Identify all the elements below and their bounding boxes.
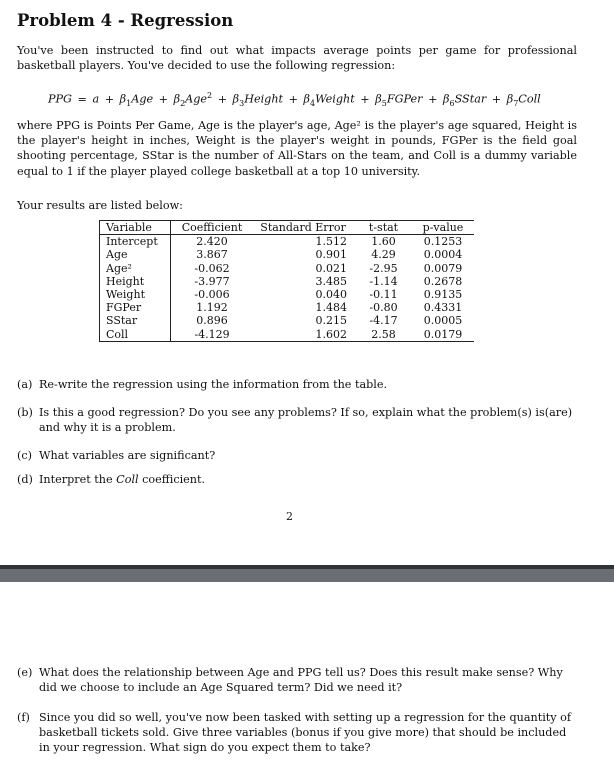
question-label: (c) (17, 449, 32, 462)
eq-term: Height (244, 92, 284, 106)
question-f (17, 710, 577, 756)
table-row (100, 262, 475, 275)
eq-sub: 6 (449, 98, 455, 108)
cell-p-value: 0.0005 (423, 314, 463, 328)
cell-t-stat: 4.29 (371, 248, 396, 262)
cell-variable: Age (100, 248, 171, 261)
cell-p-value: 0.0079 (423, 261, 463, 275)
cell-variable: SStar (100, 314, 171, 327)
cell-standard-error: 3.485 (315, 274, 347, 288)
table-row (100, 288, 475, 301)
regression-results-table (99, 220, 474, 342)
table-row (100, 328, 475, 342)
header-t-stat: t-stat (355, 221, 412, 235)
eq-sup: 2 (207, 91, 213, 100)
eq-term: FGPer (386, 92, 423, 106)
cell-p-value: 0.4331 (423, 301, 463, 315)
cell-coefficient: 2.420 (171, 235, 254, 249)
cell-p-value: 0.1253 (423, 235, 463, 249)
results-intro: Your results are listed below: (17, 199, 183, 212)
question-text: Since you did so well, you've now been tasked with setting up a regression for the quantity of basketball tickets sold. Give three variables (bonus if you give more) that should be included in your regression. What sign do you expect them to take? (39, 711, 572, 755)
question-label: (a) (17, 378, 33, 391)
eq-sub: 1 (126, 98, 132, 108)
eq-term: a (92, 92, 100, 106)
eq-sub: 3 (239, 98, 245, 108)
cell-standard-error: 1.512 (315, 235, 347, 249)
cell-coefficient: -0.006 (171, 288, 254, 301)
eq-sub: 5 (381, 98, 387, 108)
cell-t-stat: -0.80 (369, 301, 398, 315)
cell-standard-error: 0.040 (315, 288, 347, 302)
problem-title: Problem 4 - Regression (17, 11, 234, 30)
question-text: Re-write the regression using the information from the table. (39, 378, 388, 391)
question-b (17, 405, 577, 435)
cell-standard-error: 0.215 (315, 314, 347, 328)
cell-p-value: 0.0004 (423, 248, 463, 262)
eq-term: β (443, 92, 450, 106)
header-standard-error: Standard Error (253, 221, 355, 235)
cell-variable: Coll (100, 328, 171, 342)
cell-t-stat: -2.95 (369, 261, 398, 275)
cell-t-stat: 2.58 (355, 328, 412, 342)
cell-standard-error: 0.021 (315, 261, 347, 275)
question-text (39, 472, 577, 487)
header-coefficient: Coefficient (171, 221, 254, 235)
question-label: (e) (17, 666, 33, 679)
cell-standard-error: 1.602 (253, 328, 355, 342)
cell-variable: Age² (100, 262, 171, 275)
table-row (100, 248, 475, 261)
cell-t-stat: -1.14 (369, 274, 398, 288)
regression-equation: PPG = $a + \beta_1Age + \beta_2Age^2$ + $\beta_3Height$ + $\beta_4Weight$ + $\beta_5FGPer$ + $\beta_6SStar$ + $\beta_7Coll$ (48, 91, 541, 108)
cell-t-stat: -0.11 (369, 288, 398, 302)
page-number: 2 (286, 510, 293, 523)
definitions-paragraph: where PPG is Points Per Game, Age is the player's age, Age² is the player's age squared, Height is the player's height in inches, Weight is the player's weight in pounds, FGPer is the field goal shooting percentage, SStar is the number of All-Stars on the team, and Coll is a dummy variable equal to 1 if the player played college basketball at a top 10 university. (17, 119, 577, 178)
eq-term: β (375, 92, 382, 106)
question-text-part: Interpret the (39, 473, 117, 486)
cell-coefficient: -3.977 (171, 275, 254, 288)
table-row (100, 235, 475, 249)
eq-term: Age (131, 92, 154, 106)
eq-sub: 2 (180, 98, 186, 108)
cell-variable: Intercept (100, 235, 171, 249)
table-header-row (100, 221, 475, 235)
eq-term: Weight (315, 92, 355, 106)
question-label: (f) (17, 711, 30, 724)
cell-variable: Height (100, 275, 171, 288)
table-row (100, 275, 475, 288)
eq-term: Age (185, 92, 208, 106)
page-2 (0, 582, 614, 767)
cell-coefficient: 0.896 (171, 314, 254, 327)
cell-standard-error: 1.484 (315, 301, 347, 315)
cell-p-value: 0.2678 (423, 274, 463, 288)
cell-coefficient: -4.129 (171, 328, 254, 342)
cell-coefficient: -0.062 (171, 262, 254, 275)
eq-sub: 7 (513, 98, 519, 108)
question-c (17, 448, 577, 463)
eq-term: β (303, 92, 310, 106)
cell-t-stat: -4.17 (369, 314, 398, 328)
question-text-italic: Coll (116, 473, 139, 486)
eq-lhs: PPG (48, 92, 72, 106)
eq-term: SStar (454, 92, 487, 106)
eq-term: β (173, 92, 181, 106)
cell-variable: FGPer (100, 301, 171, 314)
cell-p-value: 0.9135 (423, 288, 463, 302)
table-row (100, 314, 475, 327)
question-label: (b) (17, 406, 33, 419)
eq-term: β (506, 92, 514, 106)
intro-paragraph: You've been instructed to find out what impacts average points per game for professional basketball players. You've decided to use the following regression: (17, 44, 577, 73)
question-e (17, 665, 577, 695)
eq-term: Coll (518, 92, 541, 106)
question-text: Is this a good regression? Do you see any problems? If so, explain what the problem(s) is(are) and why it is a problem. (39, 406, 573, 435)
header-variable: Variable (100, 221, 171, 235)
cell-coefficient: 3.867 (171, 248, 254, 261)
page-separator-edge (0, 565, 614, 569)
question-text: What does the relationship between Age and PPG tell us? Does this result make sense? Why did we choose to include an Age Squared term? Did we need it? (39, 666, 563, 695)
question-a (17, 377, 577, 392)
cell-t-stat: 1.60 (371, 235, 396, 249)
table-row (100, 301, 475, 314)
page-separator (0, 565, 614, 582)
question-text-part: coefficient. (138, 473, 206, 486)
cell-coefficient: 1.192 (171, 301, 254, 314)
header-p-value: p-value (412, 221, 474, 235)
eq-sub: 4 (310, 98, 316, 108)
eq-term: β (119, 92, 127, 106)
question-label: (d) (17, 473, 33, 486)
question-d (17, 472, 577, 487)
question-text: What variables are significant? (39, 449, 216, 462)
cell-standard-error: 0.901 (315, 248, 347, 262)
cell-variable: Weight (100, 288, 171, 301)
cell-p-value: 0.0179 (412, 328, 474, 342)
eq-term: β (232, 92, 240, 106)
